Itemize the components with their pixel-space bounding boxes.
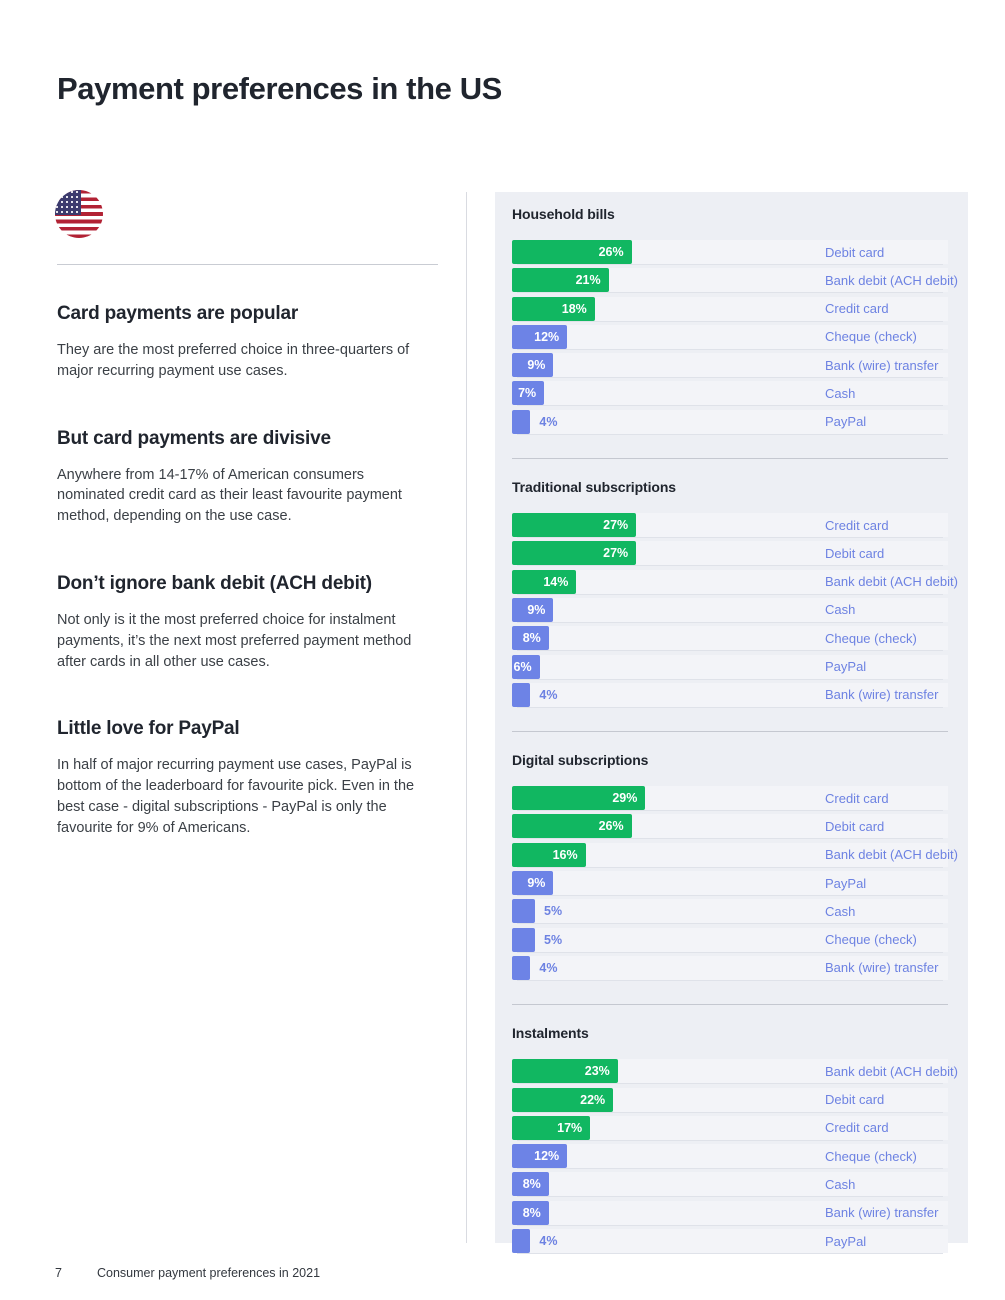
chart-bar: 17% <box>512 1116 590 1140</box>
chart-row-track <box>512 598 948 622</box>
chart-category-label: PayPal <box>825 1233 867 1249</box>
chart-row <box>512 353 948 381</box>
chart-section <box>512 752 958 1005</box>
chart-row-track <box>512 1116 948 1140</box>
bar-value-label: 4% <box>539 414 558 429</box>
chart-bar: 12% <box>512 325 567 349</box>
chart-bar <box>512 1229 530 1253</box>
chart-row-track <box>512 541 948 565</box>
chart-bar <box>512 410 530 434</box>
text-section <box>57 428 447 527</box>
chart-row <box>512 1088 948 1116</box>
chart-row-track <box>512 1144 948 1168</box>
chart-row <box>512 1201 948 1229</box>
chart-divider <box>512 458 948 459</box>
chart-bar: 9% <box>512 598 553 622</box>
chart-bar: 27% <box>512 541 636 565</box>
chart-category-label: Bank debit (ACH debit) <box>825 272 958 288</box>
chart-category-label: Bank (wire) transfer <box>825 960 939 976</box>
section-heading: Little love for PayPal <box>57 718 240 740</box>
section-heading: But card payments are divisive <box>57 427 331 449</box>
chart-category-label: Credit card <box>825 1120 889 1136</box>
chart-row-track <box>512 268 958 292</box>
chart-category-label: Debit card <box>825 818 885 834</box>
chart-bar: 9% <box>512 353 553 377</box>
chart-row <box>512 381 948 409</box>
chart-row <box>512 899 948 927</box>
section-heading: Don’t ignore bank debit (ACH debit) <box>57 572 372 594</box>
column-divider <box>466 192 467 1243</box>
chart-row-track <box>512 240 948 264</box>
chart-bar: 8% <box>512 1172 549 1196</box>
left-column <box>57 303 447 885</box>
chart-row-track <box>512 353 948 377</box>
chart-row-track <box>512 570 958 594</box>
chart-bar: 23% <box>512 1059 618 1083</box>
chart-bar: 9% <box>512 871 553 895</box>
chart-bar: 27% <box>512 513 636 537</box>
chart-category-label: Cheque (check) <box>825 932 917 948</box>
chart-row <box>512 325 948 353</box>
chart-category-label: Cheque (check) <box>825 329 917 345</box>
bar-value-label: 5% <box>544 932 563 947</box>
chart-row-track <box>512 513 948 537</box>
chart-row <box>512 1059 958 1087</box>
chart-bar: 8% <box>512 626 549 650</box>
page-title: Payment preferences in the US <box>57 70 502 106</box>
chart-title: Household bills <box>512 206 615 222</box>
bar-value-label: 4% <box>539 1234 558 1249</box>
chart-category-label: Credit card <box>825 517 889 533</box>
chart-row-track <box>512 786 948 810</box>
bar-value-label: 5% <box>544 904 563 919</box>
chart-row <box>512 541 948 569</box>
chart-category-label: PayPal <box>825 659 867 675</box>
chart-category-label: Bank debit (ACH debit) <box>825 574 958 590</box>
chart-row-track <box>512 325 948 349</box>
text-section <box>57 573 447 672</box>
chart-row-track <box>512 626 948 650</box>
chart-row <box>512 513 948 541</box>
chart-row-track <box>512 683 948 707</box>
chart-category-label: Bank debit (ACH debit) <box>825 1063 958 1079</box>
chart-category-label: Credit card <box>825 790 889 806</box>
chart-row-track <box>512 899 948 923</box>
chart-bar: 8% <box>512 1201 549 1225</box>
chart-row <box>512 814 948 842</box>
chart-row <box>512 1229 948 1257</box>
chart-category-label: Cheque (check) <box>825 1148 917 1164</box>
chart-row-track <box>512 381 948 405</box>
chart-category-label: Bank (wire) transfer <box>825 687 939 703</box>
chart-category-label: Cash <box>825 602 856 618</box>
section-body: In half of major recurring payment use cases, PayPal is bottom of the leaderboard for favourite pick. Even in the best case - digital subscriptions - PayPal is only the favourite for 9% of Americans. <box>57 757 415 836</box>
chart-row-track <box>512 871 948 895</box>
chart-bar: 26% <box>512 240 632 264</box>
chart-category-label: Bank (wire) transfer <box>825 1205 939 1221</box>
chart-row <box>512 928 948 956</box>
text-section <box>57 718 447 838</box>
chart-row-track <box>512 297 948 321</box>
chart-category-label: PayPal <box>825 875 867 891</box>
chart-title: Traditional subscriptions <box>512 479 676 496</box>
chart-bar: 12% <box>512 1144 567 1168</box>
chart-bar: 6% <box>512 655 540 679</box>
chart-category-label: Cash <box>825 1176 856 1192</box>
chart-bar <box>512 683 530 707</box>
chart-category-label: Debit card <box>825 1092 885 1108</box>
chart-bar: 7% <box>512 381 544 405</box>
chart-row <box>512 297 948 325</box>
chart-row <box>512 655 948 683</box>
section-body: They are the most preferred choice in three-quarters of major recurring payment use cases. <box>57 342 410 379</box>
chart-bar: 14% <box>512 570 576 594</box>
text-section <box>57 303 447 382</box>
chart-bar <box>512 899 535 923</box>
chart-category-label: Cheque (check) <box>825 630 917 646</box>
chart-row-track <box>512 956 948 980</box>
chart-title: Instalments <box>512 1025 589 1042</box>
chart-row-track <box>512 1201 948 1225</box>
chart-bar: 18% <box>512 297 595 321</box>
chart-category-label: Bank (wire) transfer <box>825 357 939 373</box>
chart-row-track <box>512 1088 948 1112</box>
left-divider <box>57 264 438 265</box>
chart-row <box>512 786 948 814</box>
chart-row <box>512 871 948 899</box>
chart-row <box>512 598 948 626</box>
chart-row <box>512 268 958 296</box>
chart-bar <box>512 928 535 952</box>
chart-row <box>512 410 948 438</box>
chart-section <box>512 206 958 459</box>
section-body: Anywhere from 14-17% of American consumers nominated credit card as their least favourite payment method, depending on the use case. <box>57 466 402 525</box>
chart-row-track <box>512 814 948 838</box>
chart-bar: 16% <box>512 843 586 867</box>
chart-category-label: Debit card <box>825 545 885 561</box>
chart-bar: 29% <box>512 786 645 810</box>
chart-row <box>512 683 948 711</box>
chart-row <box>512 240 948 268</box>
chart-bar: 22% <box>512 1088 613 1112</box>
chart-category-label: Bank debit (ACH debit) <box>825 847 958 863</box>
chart-row <box>512 1144 948 1172</box>
chart-row-track <box>512 928 948 952</box>
charts-panel <box>495 192 968 1249</box>
chart-category-label: Cash <box>825 903 856 919</box>
chart-row <box>512 956 948 984</box>
bar-value-label: 4% <box>539 960 558 975</box>
chart-divider <box>512 731 948 732</box>
chart-bar: 21% <box>512 268 609 292</box>
report-title: Consumer payment preferences in 2021 <box>97 1266 321 1280</box>
chart-row <box>512 1116 948 1144</box>
chart-row <box>512 1172 948 1200</box>
chart-row-track <box>512 655 948 679</box>
chart-row-track <box>512 410 948 434</box>
chart-row <box>512 626 948 654</box>
bar-value-label: 4% <box>539 687 558 702</box>
chart-section <box>512 479 958 732</box>
chart-bar: 26% <box>512 814 632 838</box>
chart-title: Digital subscriptions <box>512 752 649 769</box>
chart-category-label: Credit card <box>825 301 889 317</box>
chart-row <box>512 570 958 598</box>
chart-row-track <box>512 1172 948 1196</box>
chart-bar <box>512 956 530 980</box>
chart-row-track <box>512 1229 948 1253</box>
chart-row-track <box>512 1059 958 1083</box>
page-number: 7 <box>55 1266 62 1280</box>
chart-section <box>512 1025 958 1257</box>
us-flag-icon <box>55 190 103 238</box>
us-flag-canton <box>55 190 81 215</box>
section-body: Not only is it the most preferred choice for instalment payments, it’s the next most preferred payment method after cards in all other use cases. <box>57 611 412 670</box>
section-heading: Card payments are popular <box>57 303 299 324</box>
chart-category-label: Cash <box>825 385 856 401</box>
chart-row <box>512 843 958 871</box>
chart-divider <box>512 1004 948 1005</box>
chart-category-label: Debit card <box>825 244 885 260</box>
chart-category-label: PayPal <box>825 414 867 430</box>
chart-row-track <box>512 843 958 867</box>
